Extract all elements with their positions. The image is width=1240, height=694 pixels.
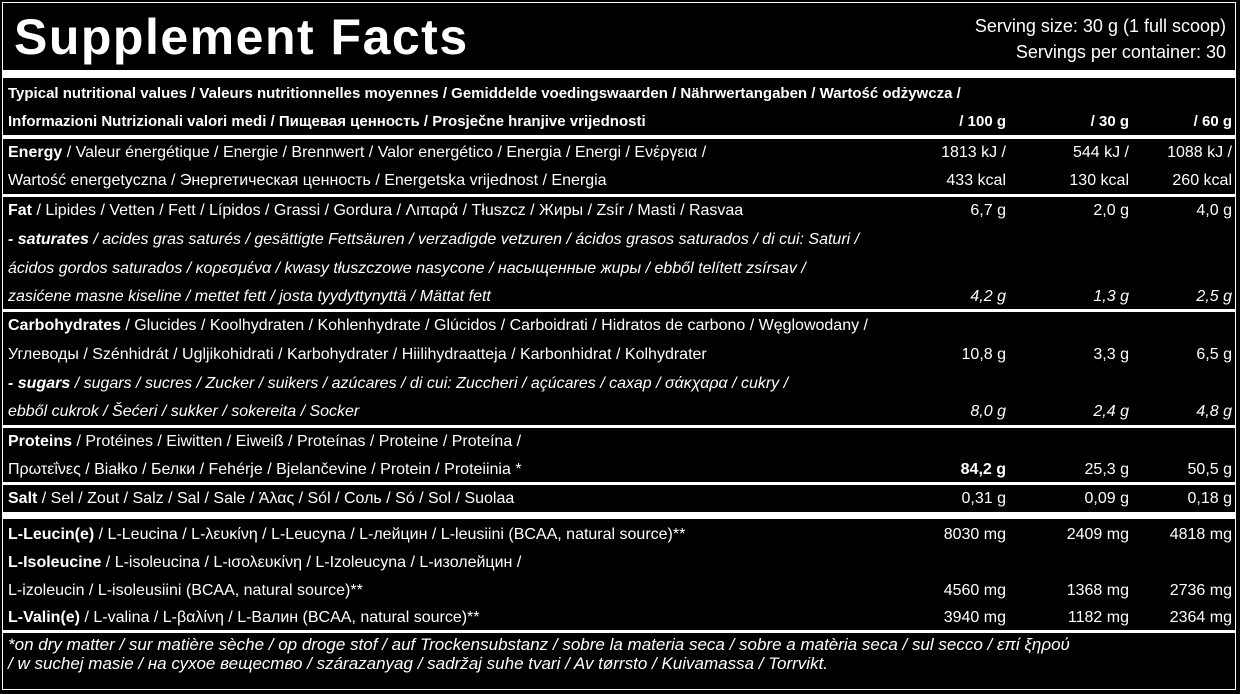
table-row-leucine <box>8 520 1232 549</box>
header-row <box>8 79 1232 108</box>
header-line1: Typical nutritional values / Valeurs nutritionnelles moyennes / Gemiddelde voedingswaarden / Nährwertangaben / Wartość odżywcza / <box>8 85 961 102</box>
value-100g: 4560 mg <box>943 582 1006 599</box>
col-header-100g: / 100 g <box>959 113 1006 130</box>
table-row-isoleucine <box>8 548 1232 577</box>
nutrient-translations: / Protéines / Eiwitten / Eiweiß / Proteínas / Proteine / Proteína / <box>72 433 522 450</box>
value-30g: 130 kcal <box>1069 172 1129 189</box>
nutrient-translations: ácidos gordos saturados / κορεσμένα / kwasy tłuszczowe nasycone / насыщенные жиры / ebből telített zsírsav / <box>8 260 806 277</box>
nutrient-translations: Πρωτεΐνες / Białko / Белки / Fehérje / Bjelančevine / Protein / Proteiinia * <box>8 461 522 478</box>
table-row-energy <box>8 138 1232 167</box>
value-60g: 4,8 g <box>1196 403 1232 420</box>
col-header-30g: / 30 g <box>1090 113 1129 130</box>
nutrient-name: Salt <box>8 490 38 507</box>
value-100g: 6,7 g <box>970 202 1006 219</box>
nutrient-name: Fat <box>8 202 32 219</box>
value-100g: 0,31 g <box>961 490 1006 507</box>
value-30g: 2409 mg <box>1066 526 1129 543</box>
table-row-saturates-cont <box>8 282 1232 311</box>
nutrient-name: - saturates <box>8 231 89 248</box>
table-row-fat <box>8 196 1232 225</box>
table-row-salt <box>8 484 1232 513</box>
value-30g: 1182 mg <box>1067 609 1129 626</box>
value-60g: 6,5 g <box>1196 346 1232 363</box>
nutrient-name: Carbohydrates <box>8 317 121 334</box>
value-60g: 4818 mg <box>1169 526 1232 543</box>
value-60g: 50,5 g <box>1187 461 1232 478</box>
value-60g: 2736 mg <box>1169 582 1232 599</box>
table-row-proteins <box>8 427 1232 456</box>
table-row-carbohydrates <box>8 311 1232 340</box>
value-60g: 260 kcal <box>1172 172 1232 189</box>
serving-info <box>975 13 1226 65</box>
table-row-saturates <box>8 225 1232 254</box>
nutrient-name: Proteins <box>8 433 73 450</box>
table-row-energy-kcal <box>8 166 1232 195</box>
header-row <box>8 107 1232 136</box>
footnote-line: / w suchej masie / на сухое вещество / szárazanyag / sadržaj suhe tvari / Av tørrsto / Kuivamassa / Torrvikt. <box>8 654 829 673</box>
table-row-saturates-cont <box>8 254 1232 283</box>
value-30g: 1,3 g <box>1093 288 1129 305</box>
nutrient-name: L-Leucin(e) <box>8 526 95 543</box>
servings-per-container: Servings per container: 30 <box>1015 42 1226 62</box>
title: Supplement Facts <box>14 9 469 65</box>
value-100g: 10,8 g <box>961 346 1006 363</box>
value-100g: 8030 mg <box>943 526 1006 543</box>
value-30g: 2,4 g <box>1093 403 1129 420</box>
nutrient-name: L-Isoleucine <box>8 554 102 571</box>
value-60g: 2364 mg <box>1169 609 1232 626</box>
nutrient-name: Energy <box>8 144 63 161</box>
nutrient-translations: / Lipides / Vetten / Fett / Lípidos / Grassi / Gordura / Λιπαρά / Tłuszcz / Жиры / Zsír / Masti / Rasvaa <box>32 202 744 219</box>
nutrient-translations: zasićene masne kiseline / mettet fett / josta tyydyttynyttä / Mättat fett <box>8 288 491 305</box>
nutrient-name: - sugars <box>8 375 71 392</box>
table-row-sugars <box>8 369 1232 398</box>
nutrient-translations: / Sel / Zout / Salz / Sal / Sale / Άλας / Sól / Соль / Só / Sol / Suolaa <box>37 490 515 507</box>
nutrient-translations: Wartość energetyczna / Энергетическая ценность / Energetska vrijednost / Energia <box>8 172 607 189</box>
nutrient-translations: Углеводы / Szénhidrát / Ugljikohidrati / Karbohydrater / Hiilihydraatteja / Karbonhidrat / Kolhydrater <box>8 346 707 363</box>
nutrient-translations: / L-isoleucina / L-ισολευκίνη / L-Izoleucyna / L-изолейцин / <box>101 554 522 571</box>
value-100g: 433 kcal <box>946 172 1006 189</box>
value-30g: 3,3 g <box>1093 346 1129 363</box>
value-60g: 4,0 g <box>1196 202 1232 219</box>
nutrient-translations: / L-valina / L-βαλίνη / L-Валин (BCAA, natural source)** <box>80 609 480 626</box>
table-row-isoleucine-cont <box>8 576 1232 605</box>
value-100g: 4,2 g <box>970 288 1006 305</box>
value-60g: 1088 kJ / <box>1167 144 1232 161</box>
value-60g: 0,18 g <box>1187 490 1232 507</box>
nutrient-translations: / Glucides / Koolhydraten / Kohlenhydrate / Glúcidos / Carboidrati / Hidratos de carbono / Węglowodany / <box>120 317 868 334</box>
divider-thick <box>2 70 1236 78</box>
table-row-carbohydrates-cont <box>8 340 1232 369</box>
nutrient-translations: / Valeur énergétique / Energie / Brennwert / Valor energético / Energia / Energi / Ενέργεια / <box>62 144 707 161</box>
value-30g: 0,09 g <box>1084 490 1129 507</box>
value-30g: 1368 mg <box>1066 582 1129 599</box>
divider-thick <box>2 512 1236 519</box>
value-30g: 2,0 g <box>1093 202 1129 219</box>
table-row-valine <box>8 603 1232 632</box>
value-100g: 84,2 g <box>960 461 1006 478</box>
table-row-proteins-cont <box>8 455 1232 484</box>
nutrient-translations: / L-Leucina / L-λευκίνη / L-Leucyna / L-лейцин / L-leusiini (BCAA, natural source)** <box>94 526 686 543</box>
header-line2: Informazioni Nutrizionali valori medi / Пищевая ценность / Prosječne hranjive vrijednosti <box>8 113 646 130</box>
nutrient-translations: / acides gras saturés / gesättigte Fettsäuren / verzadigde vetzuren / ácidos grasos saturados / di cui: Saturi / <box>88 231 860 248</box>
nutrient-translations: L-izoleucin / L-isoleusiini (BCAA, natural source)** <box>8 582 363 599</box>
nutrient-name: L-Valin(e) <box>8 609 81 626</box>
footnote-line: *on dry matter / sur matière sèche / op droge stof / auf Trockensubstanz / sobre la materia seca / sobre a matèria seca / sul secco / επί ξηρού <box>8 635 1070 654</box>
table-row-sugars-cont <box>8 397 1232 426</box>
value-100g: 1813 kJ / <box>941 144 1006 161</box>
serving-size: Serving size: 30 g (1 full scoop) <box>974 16 1226 36</box>
value-30g: 25,3 g <box>1084 461 1129 478</box>
value-60g: 2,5 g <box>1196 288 1232 305</box>
col-header-60g: / 60 g <box>1193 113 1232 130</box>
footnote <box>8 635 1070 673</box>
value-100g: 8,0 g <box>970 403 1006 420</box>
nutrient-translations: / sugars / sucres / Zucker / suikers / azúcares / di cui: Zuccheri / açúcares / сахар / σάκχαρα / cukry / <box>70 375 789 392</box>
value-30g: 544 kJ / <box>1072 144 1129 161</box>
value-100g: 3940 mg <box>943 609 1006 626</box>
nutrient-translations: ebből cukrok / Šećeri / sukker / sokereita / Socker <box>8 403 360 420</box>
